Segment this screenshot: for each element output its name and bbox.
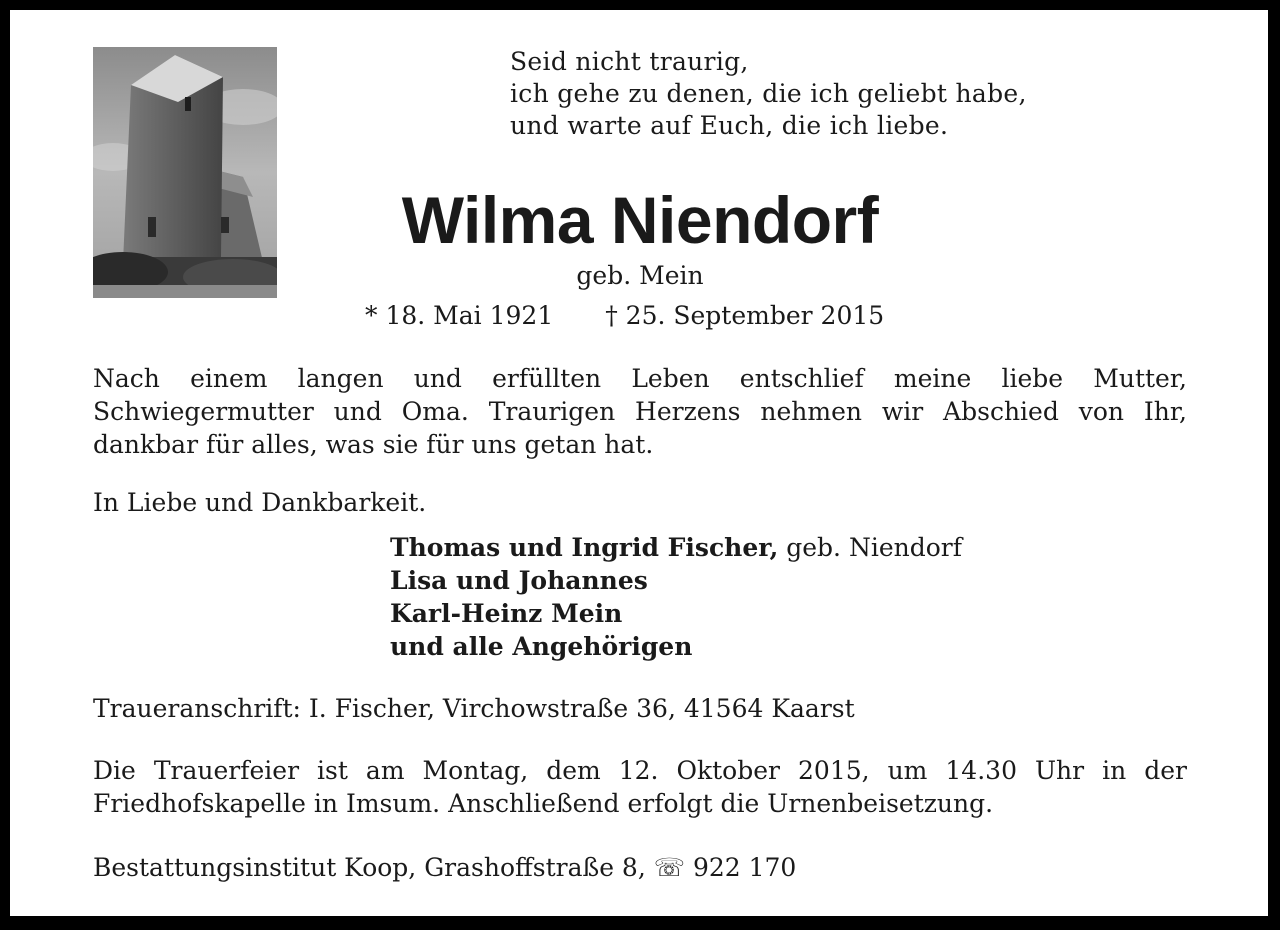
birth-date: * 18. Mai 1921 (365, 301, 554, 330)
mourner-line (390, 564, 962, 597)
closing-line: In Liebe und Dankbarkeit. (93, 488, 427, 517)
poem-line: ich gehe zu denen, die ich geliebt habe, (510, 79, 1027, 108)
mourner-line (390, 597, 962, 630)
death-date: † 25. September 2015 (605, 301, 885, 330)
undertaker-info: Bestattungsinstitut Koop, Grashoffstraße 8, ☏ 922 170 (93, 853, 797, 882)
deceased-name: Wilma Niendorf (401, 183, 879, 257)
mourner-names: Karl-Heinz Mein (390, 599, 623, 628)
mourner-line (390, 630, 962, 663)
mourner-names: und alle Angehörigen (390, 632, 693, 661)
maiden-name: geb. Mein (576, 261, 704, 290)
obituary-notice (10, 10, 1268, 916)
mourner-line (390, 531, 962, 564)
poem-line: und warte auf Euch, die ich liebe. (510, 111, 949, 140)
mourner-maiden-name: geb. Niendorf (778, 533, 962, 562)
obituary-text: Nach einem langen und erfüllten Leben entschlief meine liebe Mutter, Schwiegermutter und Oma. Traurigen Herzens nehmen wir Abschied von Ihr, dankbar für alles, was sie für uns getan hat. (93, 364, 1187, 459)
life-dates (365, 300, 884, 332)
church-tower-photo (93, 47, 277, 298)
mourning-address: Traueranschrift: I. Fischer, Virchowstraße 36, 41564 Kaarst (93, 694, 855, 723)
mourner-names: Lisa und Johannes (390, 566, 648, 595)
mourners-list (390, 531, 962, 663)
mourner-names: Thomas und Ingrid Fischer, (390, 533, 779, 562)
poem (510, 46, 1027, 142)
ceremony-info: Die Trauerfeier ist am Montag, dem 12. Oktober 2015, um 14.30 Uhr in der Friedhofskapelle in Imsum. Anschließend erfolgt die Urnenbeisetzung. (93, 756, 1187, 818)
poem-line: Seid nicht traurig, (510, 47, 749, 76)
